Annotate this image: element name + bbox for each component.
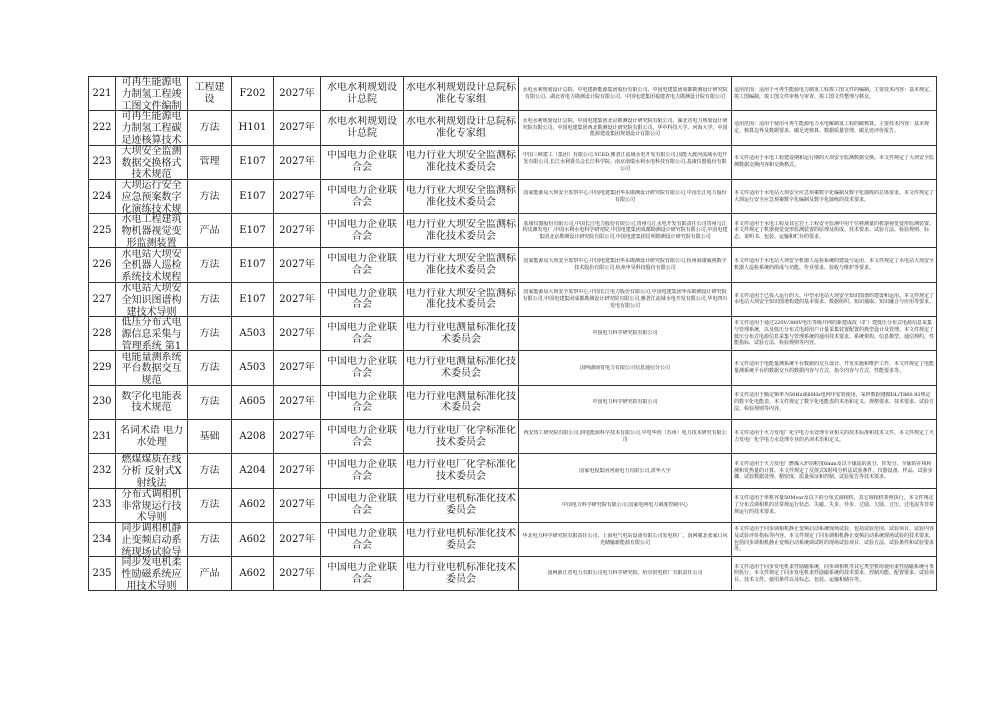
standard-type-cell xyxy=(188,77,232,111)
drafting-units-cell xyxy=(519,419,732,453)
row-number: 226 xyxy=(92,259,112,271)
scope-and-content-cell xyxy=(732,282,937,316)
responsible-organization: 中国电力企业联合会 xyxy=(327,493,397,517)
category-code: E107 xyxy=(239,156,266,168)
standard-type-cell xyxy=(188,419,232,453)
standard-name: 低压分布式电源信息采集与管理系统 第1 xyxy=(121,317,182,351)
technical-committee: 电力行业电测量标准化技术委员会 xyxy=(406,356,516,380)
standards-table xyxy=(88,76,937,591)
completion-year: 2027年 xyxy=(279,122,315,134)
standard-type: 方法 xyxy=(199,362,220,374)
technical-committee-cell xyxy=(404,111,519,145)
row-number-cell xyxy=(89,179,116,213)
standard-name: 可再生能源电力制氢工程竣工图文件编制 xyxy=(121,77,182,111)
drafting-units-cell xyxy=(519,179,732,213)
standard-name: 燃煤煤质在线分析 反射式X射线法 xyxy=(121,454,182,488)
row-number: 231 xyxy=(92,430,112,442)
completion-year: 2027年 xyxy=(279,465,315,477)
category-code-cell xyxy=(232,419,274,453)
completion-year: 2027年 xyxy=(279,293,315,305)
scope-and-content-cell xyxy=(732,419,937,453)
responsible-organization: 中国电力企业联合会 xyxy=(327,253,397,277)
scope-and-content: 本文件适用于水电工程及其它岩土工程安全监测中用于位移测量的机器视觉变形监测装置。本文件规定了机器视觉变形监测装置的原理及组成、技术要求、试验方法、检验规则、标志、说明书、包装、运输和贮存的要求。 xyxy=(734,220,934,241)
completion-year: 2027年 xyxy=(279,396,315,408)
row-number: 224 xyxy=(92,190,112,202)
drafting-units: 华北电力科学研究院有限责任公司、上海电气电站设备有限公司发电机厂、国网冀北张家口风光储输新能源有限公司 xyxy=(522,532,728,546)
table-row xyxy=(89,145,937,179)
scope-and-content-cell xyxy=(732,557,937,591)
standard-name: 大坝安全监测数据交换格式技术规范 xyxy=(121,145,182,179)
completion-year-cell xyxy=(274,488,321,522)
standard-name-cell xyxy=(116,111,188,145)
completion-year-cell xyxy=(274,557,321,591)
standard-name: 可再生能源电力制氢工程碳足迹核算技术 xyxy=(121,111,182,145)
technical-committee-cell xyxy=(404,317,519,351)
technical-committee-cell xyxy=(404,282,519,316)
scope-and-content-cell xyxy=(732,145,937,179)
standard-type-cell xyxy=(188,111,232,145)
standard-type: 方法 xyxy=(199,293,220,305)
row-number: 232 xyxy=(92,465,112,477)
standard-name: 同步发电机柔性励磁系统应用技术导则 xyxy=(121,557,182,591)
responsible-organization: 中国电力企业联合会 xyxy=(327,321,397,345)
responsible-organization-cell xyxy=(321,77,404,111)
standard-type: 方法 xyxy=(199,465,220,477)
row-number-cell xyxy=(89,111,116,145)
standard-type-cell xyxy=(188,557,232,591)
row-number: 223 xyxy=(92,156,112,168)
technical-committee: 电力行业电机标准化技术委员会 xyxy=(406,493,516,517)
responsible-organization-cell xyxy=(321,111,404,145)
responsible-organization-cell xyxy=(321,145,404,179)
category-code-cell xyxy=(232,145,274,179)
completion-year: 2027年 xyxy=(279,533,315,545)
completion-year: 2027年 xyxy=(279,156,315,168)
category-code-cell xyxy=(232,557,274,591)
category-code: H101 xyxy=(238,122,267,134)
scope-and-content-cell xyxy=(732,385,937,419)
technical-committee: 电力行业大坝安全监测标准化技术委员会 xyxy=(406,219,516,242)
table-row xyxy=(89,111,937,145)
scope-and-content: 本文件适用于单机容量50Mvar及以下的分布式调相机，其它调相机参照执行。本文件规定了分布式调相机的非常规运行状态、失磁、失步、异步、过励、欠励、过压、过电流等非常规运行的技术要求。 xyxy=(734,495,934,515)
category-code-cell xyxy=(232,282,274,316)
scope-and-content-cell xyxy=(732,77,937,111)
responsible-organization-cell xyxy=(321,214,404,248)
completion-year: 2027年 xyxy=(279,87,315,99)
technical-committee-cell xyxy=(404,179,519,213)
category-code-cell xyxy=(232,488,274,522)
drafting-units: 水电水利规划设计总院、中国电建集团北京勘测设计研究院有限公司、湖北省电力规划设计研究院有限公司、中国电建集团西北勘测设计研究院有限公司、华中科技大学、河海大学、中国能源建设集团规划设计有限公司 xyxy=(522,117,728,138)
technical-committee-cell xyxy=(404,145,519,179)
row-number: 230 xyxy=(92,396,112,408)
drafting-units-cell xyxy=(519,317,732,351)
standard-type-cell xyxy=(188,317,232,351)
completion-year-cell xyxy=(274,385,321,419)
drafting-units: 国家能源局大坝安全监察中心,中国长江电力股份有限公司,中国电建集团华东勘测设计研究院有限公司,中国电建集团成都勘测设计研究院有限公司,雅砻江流域水电开发有限公司,华电四川发电有限公司 xyxy=(522,289,728,309)
table-row xyxy=(89,488,937,522)
category-code-cell xyxy=(232,454,274,488)
table-row xyxy=(89,557,937,591)
drafting-units-cell xyxy=(519,111,732,145)
scope-and-content: 本文件适用于已投入运行的大、中型水电站大坝安全知识图谱的建设和运用。本文件规定了水电站大坝安全知识图谱构建的基本要求、数据组织、知识抽取、知识融合与应用等要求。 xyxy=(734,292,934,306)
category-code: A602 xyxy=(239,499,266,511)
row-number: 235 xyxy=(92,567,112,579)
drafting-units-cell xyxy=(519,77,732,111)
standard-type: 方法 xyxy=(199,396,220,408)
table-row xyxy=(89,317,937,351)
row-number-cell xyxy=(89,454,116,488)
standard-type: 工程建设 xyxy=(194,81,225,105)
technical-committee-cell xyxy=(404,454,519,488)
category-code: A208 xyxy=(239,430,266,442)
scope-and-content: 本文件适用于火力发电厂燃煤入炉前粒度6mm及以下煤流的灰分、挥发分、全硫的在线检测和发热量的计算。本文件规定了反射式X射线分析法试验条件、仪器设备、样品、试验步骤、试验数据处理、精密度、质量保证和控制、试验报告等技术要求。 xyxy=(734,460,933,481)
responsible-organization-cell xyxy=(321,385,404,419)
standard-name: 水电工程建筑物机器视觉变形监测装置 xyxy=(121,214,182,248)
category-code: E107 xyxy=(239,293,266,305)
completion-year: 2027年 xyxy=(279,362,315,374)
technical-committee: 电力行业大坝安全监测标准化技术委员会 xyxy=(406,253,516,277)
standard-name-cell xyxy=(116,145,188,179)
responsible-organization-cell xyxy=(321,488,404,522)
responsible-organization: 中国电力企业联合会 xyxy=(327,150,397,174)
table-row xyxy=(89,77,937,111)
completion-year-cell xyxy=(274,179,321,213)
table-row xyxy=(89,282,937,316)
technical-committee: 水电水利规划设计总院标准化专家组 xyxy=(406,116,516,139)
standard-type-cell xyxy=(188,522,232,556)
technical-committee: 电力行业电厂化学标准化技术委员会 xyxy=(406,424,516,448)
row-number-cell xyxy=(89,488,116,522)
completion-year-cell xyxy=(274,145,321,179)
row-number-cell xyxy=(89,248,116,282)
completion-year-cell xyxy=(274,111,321,145)
technical-committee: 电力行业电机标准化技术委员会 xyxy=(406,527,516,551)
category-code-cell xyxy=(232,248,274,282)
standard-name-cell xyxy=(116,248,188,282)
drafting-units-cell xyxy=(519,385,732,419)
scope-and-content: 本文件适用于水电站大坝安全机器人巡检系统的建设与运用。本文件规定了水电站大坝安全机器人巡检系统的组成与功能、作业要求、验收与维护等要求。 xyxy=(734,258,934,272)
standard-name-cell xyxy=(116,488,188,522)
completion-year: 2027年 xyxy=(279,567,315,579)
standard-type-cell xyxy=(188,282,232,316)
technical-committee-cell xyxy=(404,248,519,282)
responsible-organization-cell xyxy=(321,317,404,351)
category-code-cell xyxy=(232,385,274,419)
completion-year-cell xyxy=(274,419,321,453)
standard-name: 分布式调相机非常规运行技术导则 xyxy=(121,488,182,522)
responsible-organization: 中国电力企业联合会 xyxy=(327,219,397,242)
standard-name: 同步调相机静止变频启动系统现场试验导 xyxy=(121,523,182,556)
standard-type: 方法 xyxy=(199,190,220,202)
technical-committee-cell xyxy=(404,557,519,591)
standard-name-cell xyxy=(116,454,188,488)
drafting-units: 国家能源局大坝安全监察中心,中国电建集团华东勘测设计研究院有限公司,中国长江电力股份有限公司 xyxy=(523,189,727,203)
standard-type: 产品 xyxy=(199,567,220,579)
standard-type-cell xyxy=(188,351,232,385)
category-code-cell xyxy=(232,214,274,248)
responsible-organization: 中国电力企业联合会 xyxy=(327,562,397,585)
standard-name-cell xyxy=(116,317,188,351)
row-number: 227 xyxy=(92,293,112,305)
drafting-units-cell xyxy=(519,557,732,591)
drafting-units-cell xyxy=(519,214,732,248)
completion-year: 2027年 xyxy=(279,327,315,339)
standard-name-cell xyxy=(116,522,188,556)
row-number: 234 xyxy=(92,533,112,545)
category-code-cell xyxy=(232,522,274,556)
technical-committee: 电力行业电测量标准化技术委员会 xyxy=(406,390,516,414)
responsible-organization: 水电水利规划设计总院 xyxy=(327,116,397,139)
drafting-units-cell xyxy=(519,282,732,316)
scope-and-content-cell xyxy=(732,488,937,522)
table-row xyxy=(89,214,937,248)
drafting-units: 水电水利规划设计总院、中电建新能源集团股份有限公司、中国电建集团成都勘测设计研究院有限公司、湖北省电力勘测设计院有限公司、中国电建集团福建省电力勘测设计院有限公司 xyxy=(522,86,728,100)
row-number: 229 xyxy=(92,362,112,374)
standard-name-cell xyxy=(116,179,188,213)
drafting-units-cell xyxy=(519,248,732,282)
completion-year-cell xyxy=(274,77,321,111)
scope-and-content: 本文件适用于同步调相机静止变频启动系统现场试验，包括试验范围、试验项目、试验内容及试验评价指标等内容。本文件规定了同步调相机静止变频启动系统现场试验的技术要求，包括同步调相机静止变频启动系统调试时的现场试验项目、试验方法、试验条件和试验要求等。 xyxy=(734,526,934,553)
completion-year-cell xyxy=(274,282,321,316)
standard-type: 产品 xyxy=(199,224,220,236)
row-number-cell xyxy=(89,145,116,179)
completion-year-cell xyxy=(274,248,321,282)
technical-committee: 电力行业电机标准化技术委员会 xyxy=(406,562,516,585)
category-code-cell xyxy=(232,77,274,111)
responsible-organization: 水电水利规划设计总院 xyxy=(327,81,397,105)
category-code: E107 xyxy=(239,259,266,271)
standard-type: 方法 xyxy=(199,533,220,545)
row-number: 228 xyxy=(92,327,112,339)
drafting-units-cell xyxy=(519,351,732,385)
completion-year-cell xyxy=(274,454,321,488)
technical-committee-cell xyxy=(404,77,519,111)
drafting-units: 中国电力科学研究院有限公司 xyxy=(592,330,658,337)
category-code-cell xyxy=(232,111,274,145)
table-row xyxy=(89,351,937,385)
completion-year-cell xyxy=(274,214,321,248)
standard-type-cell xyxy=(188,385,232,419)
technical-committee-cell xyxy=(404,214,519,248)
standard-type: 基础 xyxy=(199,430,220,442)
technical-committee: 电力行业大坝安全监测标准化技术委员会 xyxy=(406,287,516,311)
technical-committee-cell xyxy=(404,385,519,419)
standard-name-cell xyxy=(116,557,188,591)
category-code: A204 xyxy=(239,465,266,477)
completion-year: 2027年 xyxy=(279,430,315,442)
technical-committee: 电力行业电厂化学标准化技术委员会 xyxy=(406,459,516,482)
drafting-units: 西安热工研究院有限公司,润电能源科学技术有限公司,中电华创（苏州）电力技术研究有限公司 xyxy=(523,429,727,443)
responsible-organization-cell xyxy=(321,522,404,556)
row-number-cell xyxy=(89,317,116,351)
technical-committee-cell xyxy=(404,522,519,556)
category-code: A605 xyxy=(239,396,266,408)
drafting-units: 国网湖南省电力有限公司信息通信分公司 xyxy=(579,364,670,371)
responsible-organization-cell xyxy=(321,248,404,282)
category-code: F202 xyxy=(239,87,266,99)
standard-type: 方法 xyxy=(199,499,220,511)
drafting-units-cell xyxy=(519,145,732,179)
technical-committee: 电力行业大坝安全监测标准化技术委员会 xyxy=(406,150,516,174)
row-number-cell xyxy=(89,351,116,385)
technical-committee-cell xyxy=(404,488,519,522)
drafting-units: 中国三峡建工（集团）有限公司,YCED,雅砻江流域水电开发有限公司,国能大渡河流域水电开发有限公司,长江水利委员会长江科学院、南京南瑞水利水电科技有限公司,基康仪器股份有限公司 xyxy=(522,152,728,172)
standard-type: 方法 xyxy=(199,259,220,271)
completion-year: 2027年 xyxy=(279,259,315,271)
technical-committee-cell xyxy=(404,419,519,453)
scope-and-content: 适用范围：适用于使用可再生能源电力水电解制氢工程的碳核算。主要技术内容：基本规定、核算边界及数据要求、碳足迹核算、数据质量管理、碳足迹评价报告。 xyxy=(734,121,930,134)
standard-name: 数字化电能表技术规范 xyxy=(121,390,182,414)
drafting-units: 基康仪器股份有限公司,中国长江电力股份有限公司,贵州乌江水电开发有限责任公司贵州乌江构皮滩发电厂,中国水利水电科学研究院,中国电建集团成都勘测设计研究院有限公司,中国电建集团北京勘测设计研究院有限公司,中国电建集团昆明勘测设计研究院有限公司 xyxy=(522,220,728,241)
drafting-units-cell xyxy=(519,454,732,488)
table-row xyxy=(89,454,937,488)
responsible-organization-cell xyxy=(321,557,404,591)
row-number-cell xyxy=(89,557,116,591)
scope-and-content: 适用范围：适用于可再生能源电力制氢工程竣工图文件的编制。主要技术内容：基本规定、竣工图编制、竣工图文件审核与审查、竣工图文件整理与移交。 xyxy=(734,86,934,100)
standard-name-cell xyxy=(116,419,188,453)
scope-and-content: 本文件适用于同步发电机柔性励磁系统，同步调相机等其它类型机组使用柔性励磁系统可参照执行。本文件规定了同步发电机柔性励磁系统的技术要求、控制功能、配置要求、试验项目、技术文件、使用条件以及标志、包装、运输和储存等。 xyxy=(734,563,934,584)
responsible-organization-cell xyxy=(321,179,404,213)
row-number: 221 xyxy=(92,87,112,99)
category-code-cell xyxy=(232,179,274,213)
category-code: A503 xyxy=(239,362,266,374)
scope-and-content-cell xyxy=(732,214,937,248)
standard-name-cell xyxy=(116,77,188,111)
standard-type-cell xyxy=(188,248,232,282)
scope-and-content-cell xyxy=(732,351,937,385)
category-code-cell xyxy=(232,351,274,385)
row-number: 222 xyxy=(92,122,112,134)
standard-type: 方法 xyxy=(199,122,220,134)
scope-and-content-cell xyxy=(732,317,937,351)
standard-name: 水电站大坝安全知识图谱构建技术导则 xyxy=(121,282,182,316)
category-code: A503 xyxy=(239,327,266,339)
responsible-organization: 中国电力企业联合会 xyxy=(327,459,397,482)
category-code: A602 xyxy=(239,533,266,545)
standard-name-cell xyxy=(116,282,188,316)
drafting-units: 国家电投集团河南电力有限公司,清华大学 xyxy=(579,467,671,474)
responsible-organization: 中国电力企业联合会 xyxy=(327,390,397,414)
row-number-cell xyxy=(89,77,116,111)
row-number-cell xyxy=(89,214,116,248)
category-code: E107 xyxy=(239,190,266,202)
row-number-cell xyxy=(89,282,116,316)
row-number: 225 xyxy=(92,224,112,236)
scope-and-content-cell xyxy=(732,522,937,556)
responsible-organization: 中国电力企业联合会 xyxy=(327,356,397,380)
category-code: E107 xyxy=(239,224,266,236)
drafting-units: 中国电力科学研究院有限公司,国家电网电力调度控制中心 xyxy=(561,501,689,508)
scope-and-content: 本文件适用于火力发电厂化学电力水处理专业相关的技术标准和技术文件。本文件规定了火力发电厂化学电力水处理专业的名词术语和定义。 xyxy=(734,429,934,443)
completion-year-cell xyxy=(274,317,321,351)
scope-and-content: 本文件适用于水电工程建设期和运行期的大坝安全监测数据交换。本文件规定了大坝安全监测数据交换内容和交换格式。 xyxy=(734,155,934,169)
scope-and-content-cell xyxy=(732,179,937,213)
standard-type-cell xyxy=(188,488,232,522)
table-row xyxy=(89,385,937,419)
scope-and-content: 本文件适用于水电站大坝安全应急预案数字化编制及数字化演练的总体要求，本文件规定了大坝运行安全应急预案数字化编制及数字化演练的技术要求。 xyxy=(734,189,934,203)
responsible-organization: 中国电力企业联合会 xyxy=(327,287,397,311)
standard-name: 电能量测系统平台数据交互规范 xyxy=(121,351,182,385)
row-number: 233 xyxy=(92,499,112,511)
drafting-units: 中国电力科学研究院有限公司 xyxy=(592,398,658,405)
drafting-units-cell xyxy=(519,522,732,556)
standard-type-cell xyxy=(188,145,232,179)
standard-type: 方法 xyxy=(199,327,220,339)
category-code: A602 xyxy=(239,567,266,579)
standard-type-cell xyxy=(188,454,232,488)
technical-committee: 水电水利规划设计总院标准化专家组 xyxy=(406,81,516,105)
scope-and-content-cell xyxy=(732,111,937,145)
completion-year-cell xyxy=(274,522,321,556)
standard-type-cell xyxy=(188,214,232,248)
responsible-organization-cell xyxy=(321,351,404,385)
responsible-organization: 中国电力企业联合会 xyxy=(327,527,397,551)
technical-committee-cell xyxy=(404,351,519,385)
row-number-cell xyxy=(89,419,116,453)
standard-name-cell xyxy=(116,214,188,248)
row-number-cell xyxy=(89,522,116,556)
table-row xyxy=(89,522,937,556)
standard-name: 水电站大坝安全机器人巡检系统技术规程 xyxy=(121,248,182,282)
completion-year: 2027年 xyxy=(279,224,315,236)
scope-and-content: 本文件适用于额定频率为50Hz或60Hz电网中安装使用，采样数据遵循DL/T860.92规定的数字化电能表。本文件规定了数字化电能表的术语和定义、规格要求、技术要求、试验方法、检验规则等内容。 xyxy=(734,392,934,412)
responsible-organization-cell xyxy=(321,454,404,488)
completion-year: 2027年 xyxy=(279,190,315,202)
row-number-cell xyxy=(89,385,116,419)
scope-and-content: 本文件适用于通过220V/380V电压等级并网的新建或改（扩）建低压分布式电源信息采集与管理系统，以及低压分布式电源用户计量采集装置配置的典型设计及管理。本文件规定了低压分布式电源信息采集与管理系统的通用技术要求、系统架构、信息模型、通信规约、性能指标、试验方法、检验规则等内容。 xyxy=(734,320,934,347)
table-row xyxy=(89,179,937,213)
standard-name-cell xyxy=(116,351,188,385)
standard-type: 管理 xyxy=(199,156,220,168)
standard-type-cell xyxy=(188,179,232,213)
standard-name-cell xyxy=(116,385,188,419)
scope-and-content: 本文件适用于电能量测系统平台数据的交互设计、开发实施和维护工作。本文件规定了电能量测系统平台的数据交互的数据内容与方式、指令内容与方式、性能要求等。 xyxy=(734,361,934,375)
technical-committee: 电力行业大坝安全监测标准化技术委员会 xyxy=(406,184,516,208)
drafting-units-cell xyxy=(519,488,732,522)
completion-year-cell xyxy=(274,351,321,385)
responsible-organization-cell xyxy=(321,419,404,453)
completion-year: 2027年 xyxy=(279,499,315,511)
technical-committee: 电力行业电测量标准化技术委员会 xyxy=(406,321,516,345)
category-code-cell xyxy=(232,317,274,351)
responsible-organization: 中国电力企业联合会 xyxy=(327,184,397,208)
table-row xyxy=(89,419,937,453)
standard-name: 大坝运行安全应急预案数字化演练技术规 xyxy=(121,180,182,214)
drafting-units: 国网浙江省电力有限公司电力科学研究院、哈尔滨电机厂有限责任公司 xyxy=(547,570,703,577)
standard-name: 名词术语 电力水处理 xyxy=(119,424,184,448)
responsible-organization: 中国电力企业联合会 xyxy=(327,424,397,448)
drafting-units: 国家能源局大坝安全监察中心,中国电建集团华东勘测设计研究院有限公司,杭州海康威视数字技术股份有限公司,杭州申昊科技股份有限公司 xyxy=(523,258,727,272)
responsible-organization-cell xyxy=(321,282,404,316)
scope-and-content-cell xyxy=(732,248,937,282)
scope-and-content-cell xyxy=(732,454,937,488)
table-row xyxy=(89,248,937,282)
